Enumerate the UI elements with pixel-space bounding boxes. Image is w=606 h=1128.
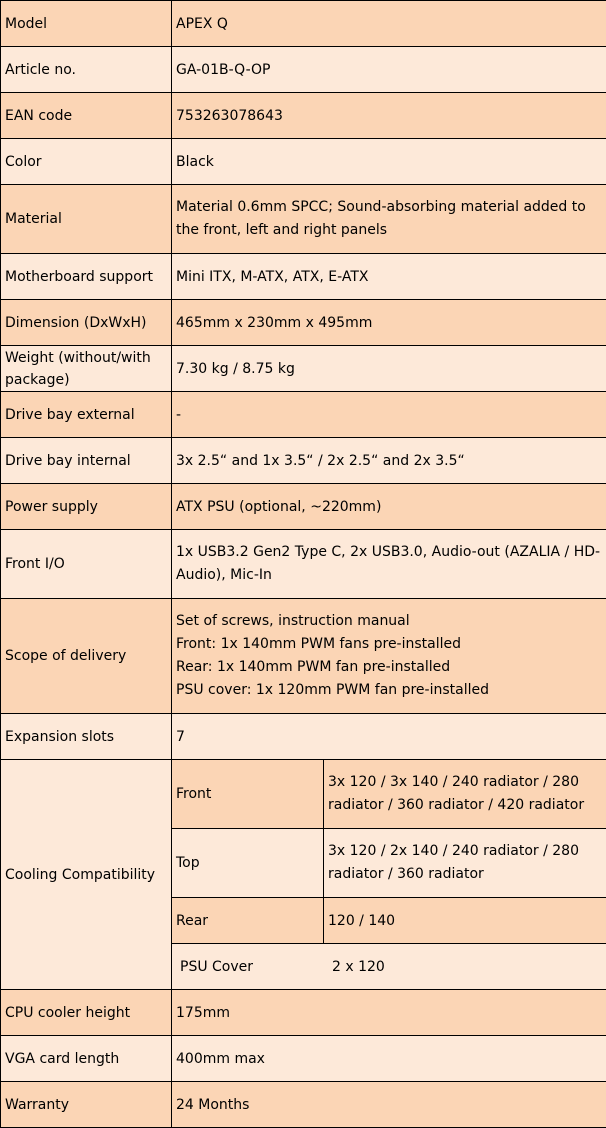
row-label: VGA card length (1, 1036, 172, 1082)
table-row (1, 392, 606, 438)
row-value: 1x USB3.2 Gen2 Type C, 2x USB3.0, Audio-out (AZALIA / HD-Audio), Mic-In (172, 530, 606, 599)
row-label: Motherboard support (1, 254, 172, 300)
row-label: Material (1, 185, 172, 254)
row-value: 400mm max (172, 1036, 606, 1082)
table-row (1, 990, 606, 1036)
cooling-sub-label: PSU Cover (180, 958, 254, 975)
row-label: Warranty (1, 1082, 172, 1128)
row-value: Material 0.6mm SPCC; Sound-absorbing material added to the front, left and right panels (172, 185, 606, 254)
table-row (1, 760, 606, 829)
row-label: Drive bay internal (1, 438, 172, 484)
table-row (1, 300, 606, 346)
table-row (1, 346, 606, 392)
table-row (1, 599, 606, 714)
row-value (172, 599, 606, 714)
row-value: 24 Months (172, 1082, 606, 1128)
table-row (1, 1036, 606, 1082)
cooling-sub-value: 3x 120 / 3x 140 / 240 radiator / 280 radiator / 360 radiator / 420 radiator (324, 760, 606, 829)
row-value: 175mm (172, 990, 606, 1036)
row-label: Model (1, 1, 172, 47)
row-label: Front I/O (1, 530, 172, 599)
cooling-sub-value: 2 x 120 (332, 958, 385, 975)
table-row (1, 254, 606, 300)
table-row (1, 139, 606, 185)
row-value: APEX Q (172, 1, 606, 47)
scope-line: Set of screws, instruction manual (176, 613, 410, 629)
row-label: Scope of delivery (1, 599, 172, 714)
row-value: 3x 2.5“ and 1x 3.5“ / 2x 2.5“ and 2x 3.5“ (172, 438, 606, 484)
row-label: Article no. (1, 47, 172, 93)
row-value: Black (172, 139, 606, 185)
cooling-sub-label: Top (172, 829, 324, 898)
table-row (1, 438, 606, 484)
row-label: Weight (without/with package) (1, 346, 172, 392)
cooling-sub-value: 3x 120 / 2x 140 / 240 radiator / 280 radiator / 360 radiator (324, 829, 606, 898)
table-row (1, 1, 606, 47)
row-label: Color (1, 139, 172, 185)
cooling-sub-label: Rear (172, 898, 324, 944)
row-label: EAN code (1, 93, 172, 139)
scope-line: PSU cover: 1x 120mm PWM fan pre-installed (176, 682, 490, 698)
row-value: 465mm x 230mm x 495mm (172, 300, 606, 346)
row-value: 753263078643 (172, 93, 606, 139)
row-value: - (172, 392, 606, 438)
row-value: ATX PSU (optional, ~220mm) (172, 484, 606, 530)
table-row (1, 714, 606, 760)
row-value: Mini ITX, M-ATX, ATX, E-ATX (172, 254, 606, 300)
table-row (1, 1082, 606, 1128)
cooling-sub-label: Front (172, 760, 324, 829)
psu-cover-cell (172, 944, 606, 990)
row-value: GA-01B-Q-OP (172, 47, 606, 93)
row-value: 7.30 kg / 8.75 kg (172, 346, 606, 392)
table-row (1, 185, 606, 254)
scope-line: Rear: 1x 140mm PWM fan pre-installed (176, 659, 451, 675)
row-value: 7 (172, 714, 606, 760)
row-label: Drive bay external (1, 392, 172, 438)
scope-line: Front: 1x 140mm PWM fans pre-installed (176, 636, 462, 652)
table-row (1, 47, 606, 93)
cooling-sub-value: 120 / 140 (324, 898, 606, 944)
row-label: Cooling Compatibility (1, 760, 172, 990)
table-row (1, 484, 606, 530)
table-row (1, 93, 606, 139)
row-label: Dimension (DxWxH) (1, 300, 172, 346)
row-label: Power supply (1, 484, 172, 530)
table-row (1, 530, 606, 599)
row-label: CPU cooler height (1, 990, 172, 1036)
row-label: Expansion slots (1, 714, 172, 760)
